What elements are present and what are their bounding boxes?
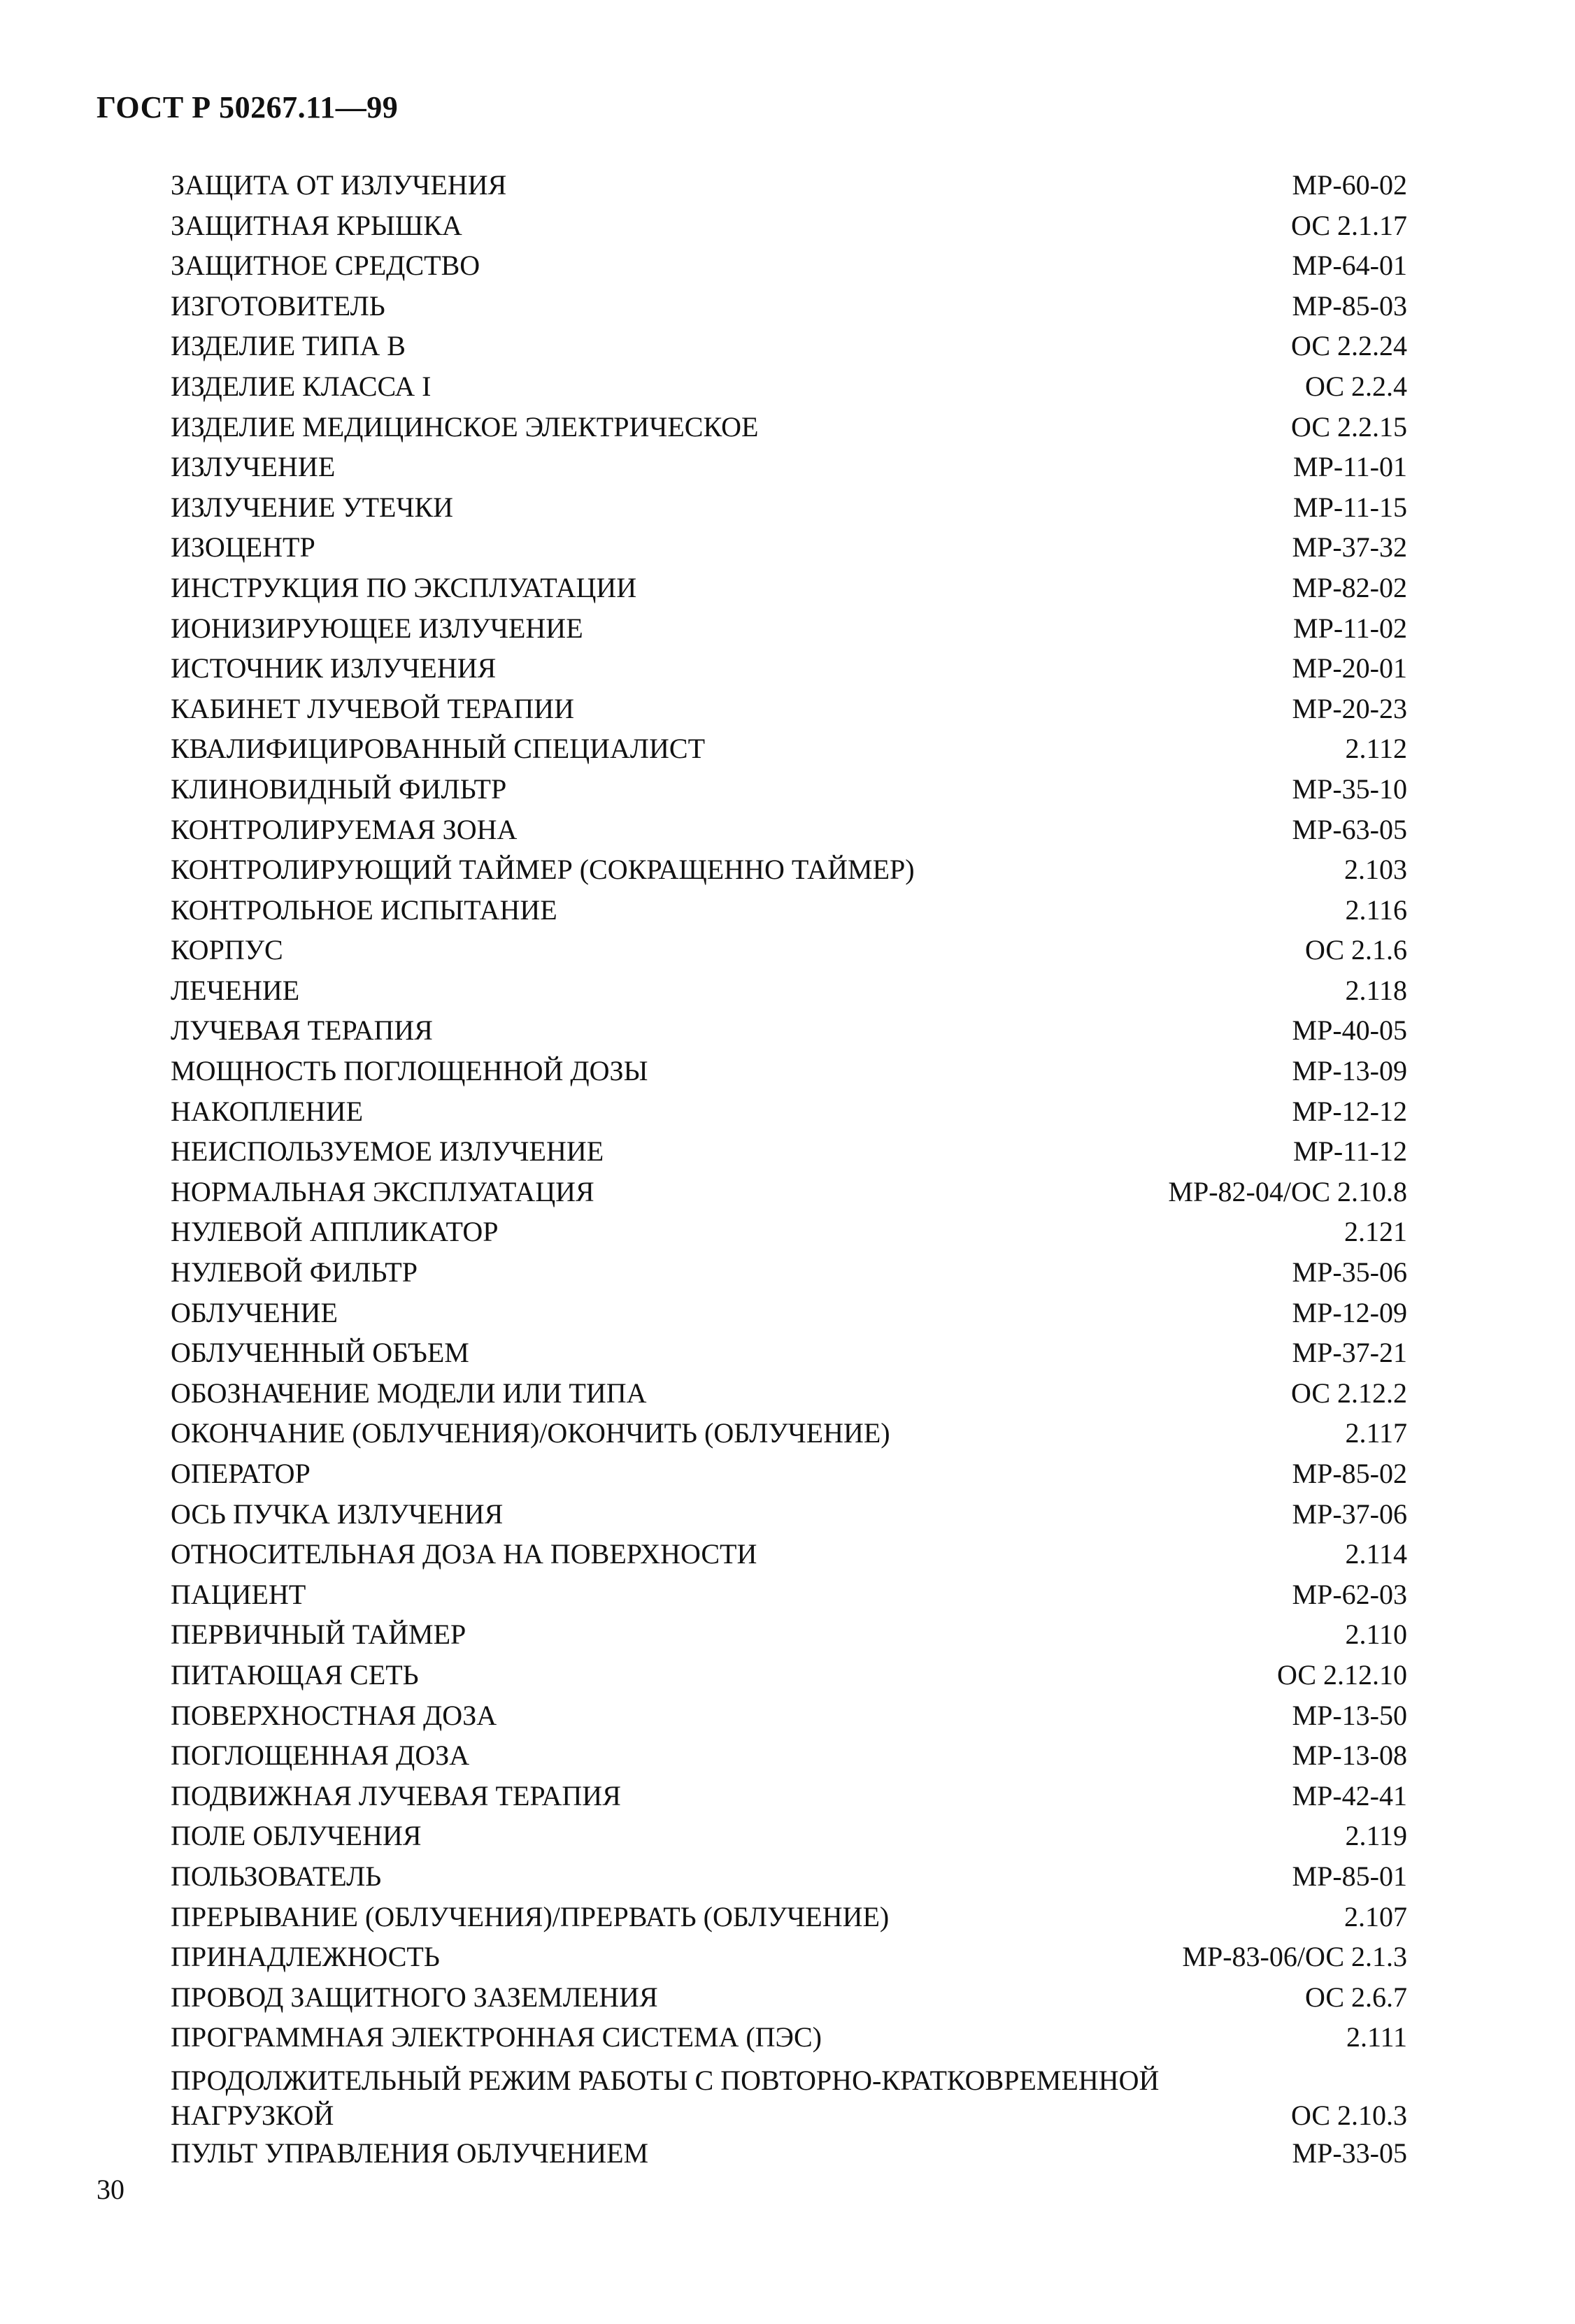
term-row (171, 165, 1407, 206)
term-name: ПОЛЬЗОВАТЕЛЬ (171, 1860, 382, 1892)
term-name: ОБЛУЧЕНИЕ (171, 1296, 338, 1328)
term-reference: ОС 2.1.6 (1304, 934, 1407, 966)
term-index-list (171, 165, 1407, 2174)
term-reference: MP-35-06 (1292, 1256, 1407, 1289)
term-reference: ОС 2.12.10 (1276, 1658, 1407, 1691)
term-row (171, 1897, 1407, 1937)
term-row (171, 447, 1407, 487)
term-reference: 2.112 (1345, 733, 1407, 765)
term-reference: ОС 2.12.2 (1290, 1377, 1407, 1409)
term-name: ПИТАЮЩАЯ СЕТЬ (171, 1658, 419, 1691)
term-row (171, 1937, 1407, 1977)
term-row (171, 487, 1407, 528)
term-row (171, 1293, 1407, 1333)
page-number: 30 (97, 2174, 124, 2205)
term-row (171, 1051, 1407, 1091)
term-reference: ОС 2.1.17 (1290, 209, 1407, 241)
term-row (171, 2017, 1407, 2058)
term-name: ПЕРВИЧНЫЙ ТАЙМЕР (171, 1619, 466, 1651)
term-row (171, 1977, 1407, 2018)
term-reference: MP-60-02 (1292, 169, 1407, 201)
term-row (171, 1172, 1407, 1212)
term-reference: MP-33-05 (1292, 2137, 1407, 2169)
term-row (171, 407, 1407, 447)
term-row (171, 1575, 1407, 1615)
term-row (171, 930, 1407, 970)
term-name: ИСТОЧНИК ИЗЛУЧЕНИЯ (171, 652, 497, 684)
term-reference: 2.110 (1345, 1619, 1407, 1651)
term-reference: MP-37-32 (1292, 531, 1407, 564)
term-name: ИЗОЦЕНТР (171, 531, 315, 564)
term-row (171, 729, 1407, 769)
term-name: КАБИНЕТ ЛУЧЕВОЙ ТЕРАПИИ (171, 692, 575, 724)
term-name: НУЛЕВОЙ ФИЛЬТР (171, 1256, 418, 1289)
term-reference: 2.119 (1345, 1820, 1407, 1852)
term-name: НЕИСПОЛЬЗУЕМОЕ ИЗЛУЧЕНИЕ (171, 1135, 604, 1168)
term-row (171, 1091, 1407, 1132)
term-row (171, 2058, 1407, 2133)
term-name: КОНТРОЛИРУЕМАЯ ЗОНА (171, 813, 518, 845)
term-row (171, 769, 1407, 810)
term-row (171, 245, 1407, 286)
term-row (171, 1454, 1407, 1494)
term-name: ЛУЧЕВАЯ ТЕРАПИЯ (171, 1014, 433, 1047)
term-reference: MP-83-06/ОС 2.1.3 (1182, 1941, 1407, 1973)
term-name: ИЗГОТОВИТЕЛЬ (171, 289, 385, 322)
term-reference: 2.103 (1344, 854, 1407, 886)
term-row (171, 1212, 1407, 1252)
term-reference: MP-42-41 (1292, 1779, 1407, 1812)
term-name: ПРИНАДЛЕЖНОСТЬ (171, 1941, 440, 1973)
term-reference: MP-64-01 (1292, 250, 1407, 282)
term-row (171, 1534, 1407, 1575)
term-name: ОКОНЧАНИЕ (ОБЛУЧЕНИЯ)/ОКОНЧИТЬ (ОБЛУЧЕНИЕ) (171, 1417, 890, 1449)
term-name: ОПЕРАТОР (171, 1458, 311, 1489)
term-row (171, 2133, 1407, 2174)
term-name: ПРОГРАММНАЯ ЭЛЕКТРОННАЯ СИСТЕМА (ПЭС) (171, 2021, 822, 2053)
term-row (171, 326, 1407, 366)
term-reference: MP-12-12 (1292, 1095, 1407, 1127)
term-row (171, 527, 1407, 568)
term-name: КОРПУС (171, 934, 283, 966)
term-reference: 2.117 (1345, 1417, 1407, 1449)
term-name: КОНТРОЛИРУЮЩИЙ ТАЙМЕР (СОКРАЩЕННО ТАЙМЕР) (171, 854, 915, 886)
term-name: ПУЛЬТ УПРАВЛЕНИЯ ОБЛУЧЕНИЕМ (171, 2137, 649, 2169)
term-row (171, 1333, 1407, 1373)
term-row (171, 1413, 1407, 1454)
term-row (171, 648, 1407, 689)
term-reference: ОС 2.6.7 (1304, 1981, 1407, 2013)
term-name: ЗАЩИТНАЯ КРЫШКА (171, 209, 462, 241)
term-name: ПРОВОД ЗАЩИТНОГО ЗАЗЕМЛЕНИЯ (171, 1981, 658, 2013)
term-reference: MP-13-09 (1292, 1055, 1407, 1087)
term-reference: MP-13-50 (1292, 1699, 1407, 1731)
term-name: ИЗЛУЧЕНИЕ УТЕЧКИ (171, 491, 454, 523)
term-reference: MP-20-23 (1292, 692, 1407, 724)
term-reference: ОС 2.2.15 (1290, 410, 1407, 443)
term-reference: ОС 2.2.24 (1290, 330, 1407, 362)
term-reference: MP-11-12 (1293, 1135, 1407, 1168)
term-name: ЗАЩИТНОЕ СРЕДСТВО (171, 250, 480, 282)
term-name: ЗАЩИТА ОТ ИЗЛУЧЕНИЯ (171, 169, 507, 201)
term-row (171, 1816, 1407, 1856)
term-row (171, 890, 1407, 931)
term-name: НУЛЕВОЙ АППЛИКАТОР (171, 1216, 499, 1248)
term-row (171, 1494, 1407, 1535)
term-name: ПРОДОЛЖИТЕЛЬНЫЙ РЕЖИМ РАБОТЫ С ПОВТОРНО-КРАТКОВРЕМЕННОЙ НАГРУЗКОЙ (171, 2064, 1160, 2131)
term-reference: ОС 2.10.3 (1290, 2099, 1407, 2131)
term-row (171, 689, 1407, 729)
term-row (171, 1010, 1407, 1051)
term-name: НАКОПЛЕНИЕ (171, 1095, 363, 1127)
term-reference: MP-35-10 (1292, 773, 1407, 805)
term-row (171, 1373, 1407, 1414)
term-reference: MP-85-01 (1292, 1860, 1407, 1892)
term-row (171, 1735, 1407, 1776)
term-reference: MP-20-01 (1292, 652, 1407, 684)
term-name: ПОЛЕ ОБЛУЧЕНИЯ (171, 1820, 422, 1852)
term-row (171, 1695, 1407, 1736)
term-row (171, 810, 1407, 850)
document-header: ГОСТ Р 50267.11—99 (97, 90, 399, 124)
term-reference: 2.111 (1346, 2021, 1407, 2053)
term-reference: MP-11-01 (1293, 451, 1407, 483)
term-row (171, 366, 1407, 407)
term-name: ПОГЛОЩЕННАЯ ДОЗА (171, 1740, 470, 1772)
term-row (171, 1655, 1407, 1695)
term-name: КЛИНОВИДНЫЙ ФИЛЬТР (171, 773, 507, 805)
term-name: ИЗДЕЛИЕ МЕДИЦИНСКОЕ ЭЛЕКТРИЧЕСКОЕ (171, 410, 759, 443)
term-name: ПОВЕРХНОСТНАЯ ДОЗА (171, 1699, 497, 1731)
term-reference: MP-82-04/ОС 2.10.8 (1168, 1175, 1407, 1207)
term-row (171, 1776, 1407, 1816)
term-reference: 2.114 (1345, 1538, 1407, 1570)
term-reference: MP-11-15 (1293, 491, 1407, 523)
term-row (171, 1614, 1407, 1655)
term-reference: MP-85-02 (1292, 1458, 1407, 1489)
term-name: ПАЦИЕНТ (171, 1578, 306, 1610)
term-reference: MP-11-02 (1293, 612, 1407, 644)
term-name: ИЗЛУЧЕНИЕ (171, 451, 336, 483)
term-reference: ОС 2.2.4 (1304, 370, 1407, 402)
term-name: КВАЛИФИЦИРОВАННЫЙ СПЕЦИАЛИСТ (171, 733, 706, 765)
term-reference: MP-37-06 (1292, 1498, 1407, 1530)
term-row (171, 608, 1407, 649)
term-row (171, 286, 1407, 327)
term-row (171, 849, 1407, 890)
term-name: ИНСТРУКЦИЯ ПО ЭКСПЛУАТАЦИИ (171, 571, 637, 603)
term-name: ИЗДЕЛИЕ КЛАССА I (171, 370, 432, 402)
term-reference: MP-85-03 (1292, 289, 1407, 322)
term-reference: MP-12-09 (1292, 1296, 1407, 1328)
term-name: ОТНОСИТЕЛЬНАЯ ДОЗА НА ПОВЕРХНОСТИ (171, 1538, 757, 1570)
term-name: ИЗДЕЛИЕ ТИПА В (171, 330, 406, 362)
term-reference: 2.121 (1344, 1216, 1407, 1248)
term-reference: MP-37-21 (1292, 1337, 1407, 1369)
term-name: ОБОЗНАЧЕНИЕ МОДЕЛИ ИЛИ ТИПА (171, 1377, 647, 1409)
term-row (171, 206, 1407, 246)
term-name: МОЩНОСТЬ ПОГЛОЩЕННОЙ ДОЗЫ (171, 1055, 648, 1087)
term-reference: 2.107 (1344, 1900, 1407, 1932)
term-reference: MP-82-02 (1292, 571, 1407, 603)
term-name: КОНТРОЛЬНОЕ ИСПЫТАНИЕ (171, 894, 557, 926)
term-name: ЛЕЧЕНИЕ (171, 974, 300, 1006)
term-name: ОБЛУЧЕННЫЙ ОБЪЕМ (171, 1337, 469, 1369)
term-name: ОСЬ ПУЧКА ИЗЛУЧЕНИЯ (171, 1498, 504, 1530)
term-name: ПРЕРЫВАНИЕ (ОБЛУЧЕНИЯ)/ПРЕРВАТЬ (ОБЛУЧЕНИЕ) (171, 1900, 890, 1932)
term-reference: MP-40-05 (1292, 1014, 1407, 1047)
term-name: НОРМАЛЬНАЯ ЭКСПЛУАТАЦИЯ (171, 1175, 594, 1207)
term-name: ИОНИЗИРУЮЩЕЕ ИЗЛУЧЕНИЕ (171, 612, 583, 644)
term-row (171, 1252, 1407, 1293)
term-row (171, 1856, 1407, 1897)
term-row (171, 568, 1407, 608)
term-reference: MP-13-08 (1292, 1740, 1407, 1772)
term-reference: 2.118 (1345, 974, 1407, 1006)
term-name: ПОДВИЖНАЯ ЛУЧЕВАЯ ТЕРАПИЯ (171, 1779, 621, 1812)
term-reference: MP-63-05 (1292, 813, 1407, 845)
term-reference: 2.116 (1345, 894, 1407, 926)
term-row (171, 1131, 1407, 1172)
term-reference: MP-62-03 (1292, 1578, 1407, 1610)
term-row (171, 970, 1407, 1011)
